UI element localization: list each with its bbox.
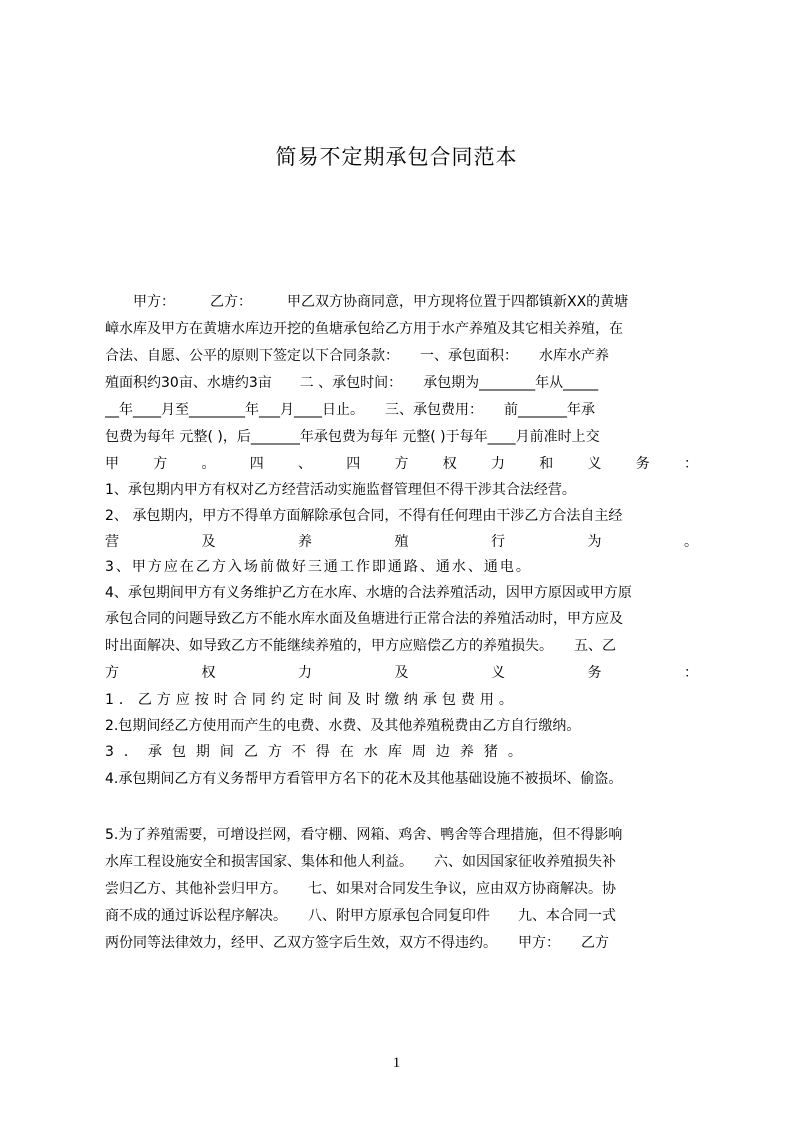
paragraph-line: 商不成的通过诉讼程序解决。 八、附甲方原承包合同复印件 九、本合同一式 [105,908,616,924]
paragraph-line: 3．承包期间乙方不得在水库周边养猪。 [105,744,532,760]
paragraph-line: 时出面解决、如导致乙方不能继续养殖的，甲方应赔偿乙方的养殖损失。 五、乙 [105,638,616,654]
paragraph-line: 两份同等法律效力，经甲、乙双方签字后生效，双方不得违约。 甲方： 乙方 [105,935,609,951]
paragraph-line: 包费为每年 元整( )，后_______年承包费为每年 元整( )于每年____月前准时上交 [105,429,600,445]
paragraph-line: 合法、自愿、公平的原则下签定以下合同条款： 一、承包面积： 水库水产养 [105,348,609,364]
paragraph-line: 殖面积约30亩、水塘约3亩 二 、承包时间： 承包期为________年从_____ [105,375,599,391]
paragraph-line: 营 及 养 殖 行 为 。 [105,534,698,550]
paragraph-line: 承包合同的问题导致乙方不能水库水面及鱼塘进行正常合法的养殖活动时，甲方应及 [105,611,623,627]
paragraph-line: __年____月至________年___月____日止。 三、承包费用： 前_______年承 [105,402,595,418]
document-title: 简易不定期承包合同范本 [275,145,518,169]
paragraph-line: 尝归乙方、其他补尝归甲方。 七、如果对合同发生争议，应由双方协商解决。协 [105,881,616,897]
paragraph-line: 3、甲方应在乙方入场前做好三通工作即通路、通水、通电。 [105,559,532,575]
paragraph-line: 4、承包期间甲方有义务维护乙方在水库、水塘的合法养殖活动，因甲方原因或甲方原 [105,585,632,601]
paragraph-line: 水库工程设施安全和损害国家、集体和他人利益。 六、如因国家征收养殖损失补 [105,854,616,870]
paragraph-line: 甲方： 乙方： 甲乙双方协商同意，甲方现将位置于四都镇新XX的黄塘 [105,294,629,310]
paragraph-line: 1．乙方应按时合同约定时间及时缴纳承包费用。 [105,692,518,708]
paragraph-line: 方 权 力 及 义 务 ： [105,665,698,681]
paragraph-line: 甲 方 。 四 、 四 方 权 力 和 义 务 ： [105,456,698,472]
paragraph-line: 1、承包期内甲方有权对乙方经营活动实施监督管理但不得干涉其合法经营。 [105,482,576,498]
paragraph-line: 2.包期间经乙方使用而产生的电费、水费、及其他养殖税费由乙方自行缴纳。 [105,718,581,734]
paragraph-line: 5.为了养殖需要，可增设拦网，看守棚、网箱、鸡舍、鸭舍等合理措施，但不得影响 [105,827,623,843]
page-number: 1 [392,1055,401,1071]
paragraph-line: 嶂水库及甲方在黄塘水库边开挖的鱼塘承包给乙方用于水产养殖及其它相关养殖，在 [105,321,623,337]
paragraph-line: 2、 承包期内，甲方不得单方面解除承包合同，不得有任何理由干涉乙方合法自主经 [105,508,623,524]
paragraph-line: 4.承包期间乙方有义务帮甲方看管甲方名下的花木及其他基础设施不被损坏、偷盗。 [105,771,623,787]
